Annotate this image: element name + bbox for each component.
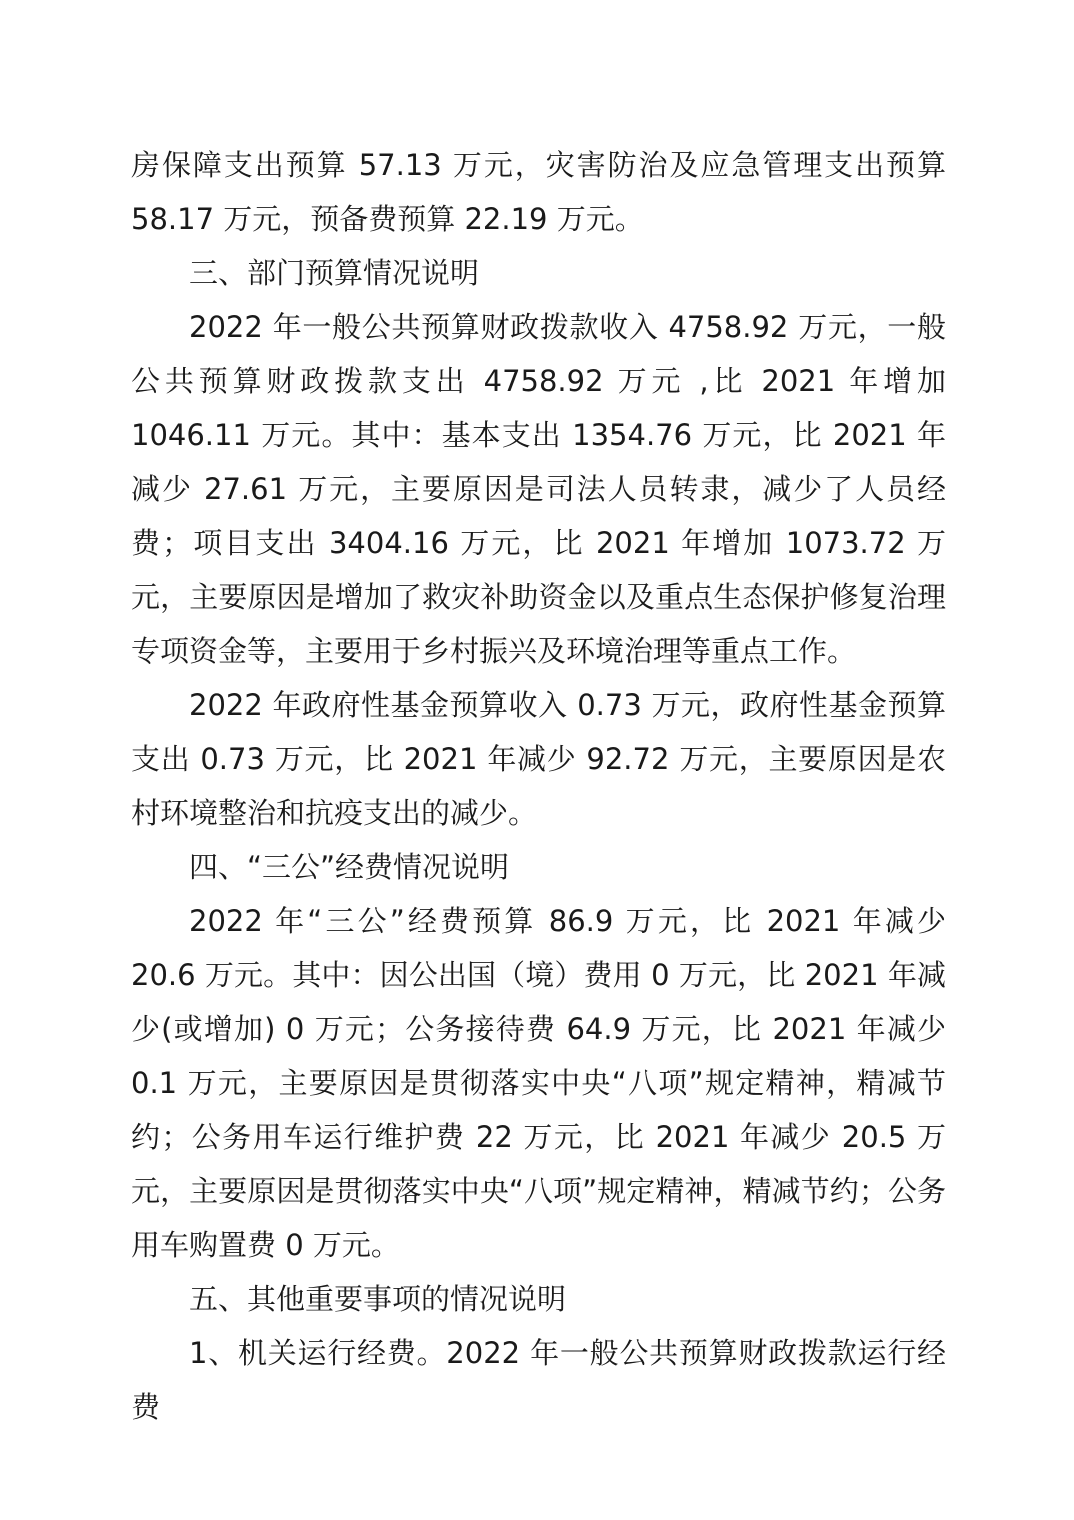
paragraph-operating-cost: 1、机关运行经费。2022 年一般公共预算财政拨款运行经费 <box>131 1336 946 1424</box>
section-3-heading: 三、部门预算情况说明 <box>189 256 480 290</box>
section-5-heading: 五、其他重要事项的情况说明 <box>189 1282 567 1316</box>
paragraph-general-budget: 2022 年一般公共预算财政拨款收入 4758.92 万元，一般公共预算财政拨款支出 4758.92 万元 ,比 2021 年增加 1046.11 万元。其中：基本支出 1354.76 万元，比 2021 年减少 27.61 万元，主要原因是司法人员转隶，减少了人员经费；项目支出 3404.16 万元，比 2021 年增加 1073.72 万元，主要原因是增加了救灾补助资金以及重点生态保护修复治理专项资金等，主要用于乡村振兴及环境治理等重点工作。 <box>131 310 946 668</box>
section-4-heading: 四、“三公”经费情况说明 <box>189 850 510 884</box>
paragraph-three-public: 2022 年“三公”经费预算 86.9 万元，比 2021 年减少 20.6 万元。其中：因公出国（境）费用 0 万元，比 2021 年减少(或增加) 0 万元；公务接待费 64.9 万元，比 2021 年减少 0.1 万元，主要原因是贯彻落实中央“八项”规定精神，精减节约；公务用车运行维护费 22 万元，比 2021 年减少 20.5 万元，主要原因是贯彻落实中央“八项”规定精神，精减节约；公务用车购置费 0 万元。 <box>131 904 946 1262</box>
paragraph-fund-budget: 2022 年政府性基金预算收入 0.73 万元，政府性基金预算支出 0.73 万元，比 2021 年减少 92.72 万元，主要原因是农村环境整治和抗疫支出的减少。 <box>131 688 946 830</box>
paragraph-continuation: 房保障支出预算 57.13 万元，灾害防治及应急管理支出预算 58.17 万元，预备费预算 22.19 万元。 <box>131 148 946 236</box>
document-body <box>131 138 946 1434</box>
